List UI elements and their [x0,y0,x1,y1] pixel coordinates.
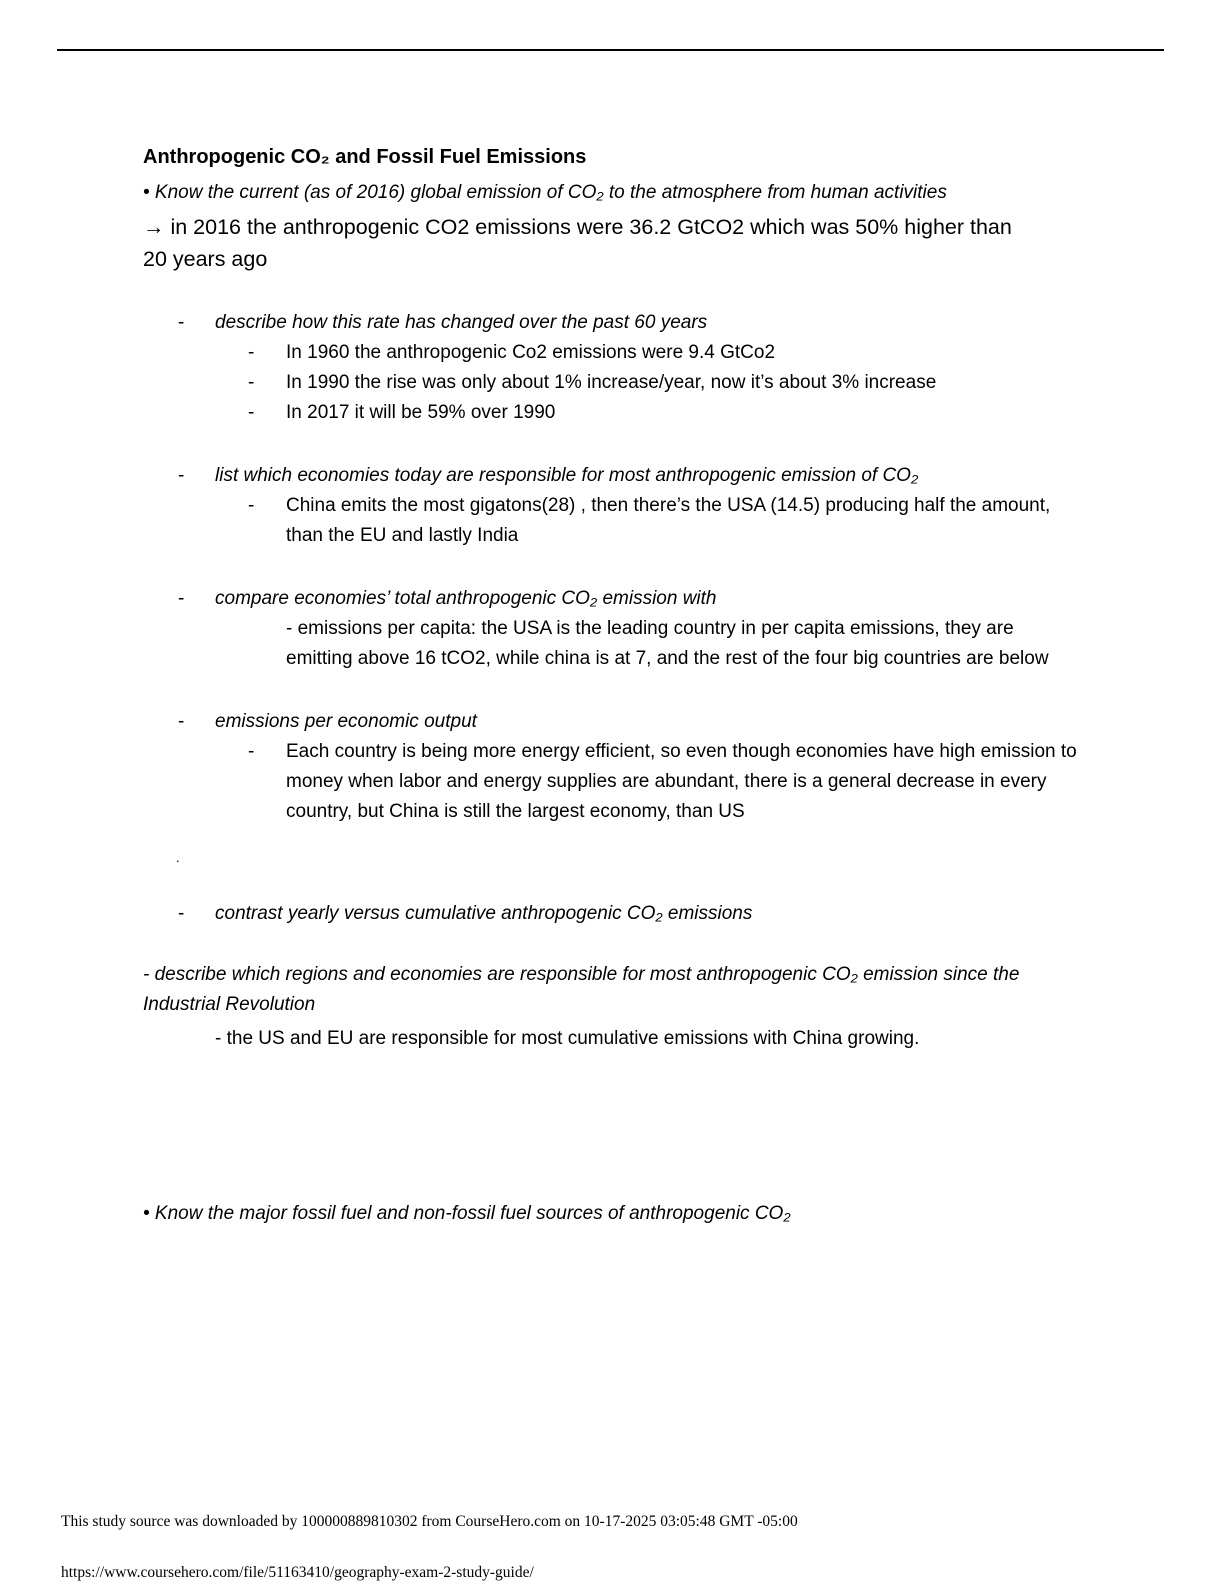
list-subitem-text: In 1990 the rise was only about 1% increase/year, now it’s about 3% increase [286,372,937,393]
objective-know-current-emission: • Know the current (as of 2016) global emission of CO₂ to the atmosphere from human activities [143,182,947,203]
stray-period: . [176,850,180,865]
download-attribution-note: This study source was downloaded by 100000889810302 from CourseHero.com on 10-17-2025 03:05:48 GMT -05:00 [61,1513,798,1530]
document-content [143,0,1083,1229]
dash-marker: - [248,495,255,516]
dash-marker: - [178,903,185,924]
list-subitem-text: In 2017 it will be 59% over 1990 [286,402,556,423]
dash-marker: - [178,711,185,732]
list-subitem-1990 [143,368,1083,398]
describe-regions-paragraph: - describe which regions and economies are responsible for most anthropogenic CO₂ emission since the Industrial Revolution [143,964,1020,1015]
list-subitem-energy-efficiency [143,737,1083,827]
list-item-economic-output [143,707,1083,737]
dash-marker: - [248,402,255,423]
objective-fossil-fuel-sources: • Know the major fossil fuel and non-fossil fuel sources of anthropogenic CO₂ [143,1203,791,1224]
list-subitem-china-usa [143,491,1083,551]
dash-marker: - [248,372,255,393]
coursehero-source-link[interactable]: https://www.coursehero.com/file/51163410/geography-exam-2-study-guide/ [61,1564,534,1581]
list-subitem-2017 [143,398,1083,428]
list-item-heading: list which economies today are responsible for most anthropogenic emission of CO₂ [215,465,919,486]
dash-marker: - [248,741,255,762]
list-subitem-text: China emits the most gigatons(28) , then there’s the USA (14.5) producing half the amount, than the EU and lastly India [286,495,1051,546]
list-item-contrast [143,899,1083,929]
answer-2016-emissions: → in 2016 the anthropogenic CO2 emissions were 36.2 GtCO2 which was 50% higher than 20 years ago [143,215,1012,271]
dash-marker: - [178,465,185,486]
list-item-heading: describe how this rate has changed over the past 60 years [215,312,708,333]
list-item-heading: compare economies’ total anthropogenic CO₂ emission with [215,588,717,609]
list-subitem-per-capita: - emissions per capita: the USA is the leading country in per capita emissions, they are emitting above 16 tCO2, while china is at 7, and the rest of the four big countries are below [286,618,1049,669]
list-subitem-1960 [143,338,1083,368]
dash-marker: - [248,342,255,363]
list-subitem-text: Each country is being more energy efficient, so even though economies have high emission to money when labor and energy supplies are abundant, there is a general decrease in every country, but China is still the largest economy, than US [286,741,1077,822]
list-item-compare [143,584,1083,614]
list-subitem-text: In 1960 the anthropogenic Co2 emissions were 9.4 GtCo2 [286,342,776,363]
dash-marker: - [178,312,185,333]
list-item-economies [143,461,1083,491]
describe-regions-answer: - the US and EU are responsible for most cumulative emissions with China growing. [215,1028,920,1049]
dash-marker: - [178,588,185,609]
list-item-heading: emissions per economic output [215,711,477,732]
list-item-heading: contrast yearly versus cumulative anthropogenic CO₂ emissions [215,903,753,924]
list-item-describe-rate [143,308,1083,338]
doc-title: Anthropogenic CO₂ and Fossil Fuel Emissions [143,146,587,168]
